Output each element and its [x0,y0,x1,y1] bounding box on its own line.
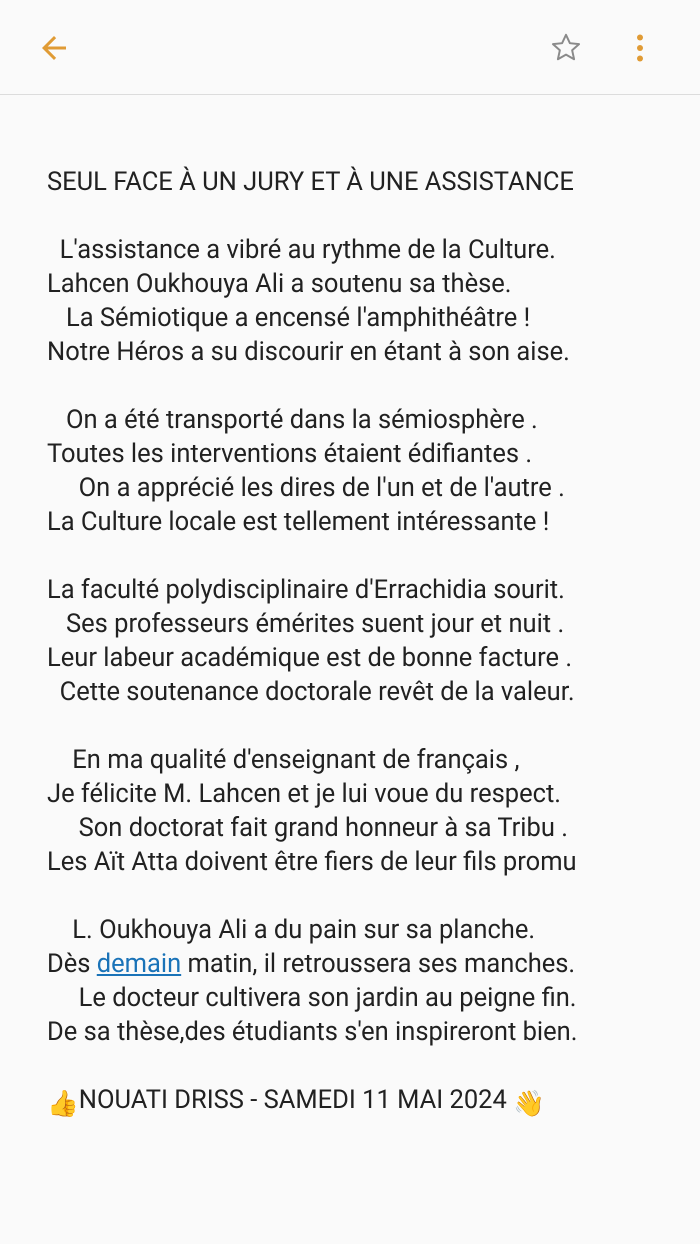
poem-text: Dès [47,949,97,979]
poem-line: L. Oukhouya Ali a du pain sur sa planche. [47,915,536,945]
more-vertical-icon [622,30,658,66]
demain-link[interactable]: demain [96,949,182,979]
poem-line: La faculté polydisciplinaire d'Errachidia sourit. [47,575,565,605]
poem-line: Son doctorat fait grand honneur à sa Tribu . [47,813,568,843]
star-outline-icon [548,30,584,66]
poem-line: On a été transporté dans la sémiosphère . [47,405,538,435]
signature-line [47,1083,545,1121]
poem-line: L'assistance a vibré au rythme de la Culture. [47,235,556,265]
signature-text: NOUATI DRISS - SAMEDI 11 MAI 2024 [78,1085,514,1115]
favorite-button[interactable] [542,24,590,72]
top-app-bar [0,0,700,95]
waving-hand-icon: 👋 [513,1089,545,1119]
poem-line: La Culture locale est tellement intéressante ! [47,507,550,537]
poem-line: En ma qualité d'enseignant de français , [47,745,520,775]
thumbs-up-icon: 👍 [47,1089,79,1119]
poem-line: Leur labeur académique est de bonne facture . [47,643,573,673]
poem-text: matin, il retroussera ses manches. [181,949,576,979]
poem-line: Ses professeurs émérites suent jour et nuit . [47,609,565,639]
poem-line: On a apprécié les dires de l'un et de l'autre . [47,473,565,503]
poem-line: La Sémiotique a encensé l'amphithéâtre ! [47,303,531,333]
poem-line: Les Aït Atta doivent être fiers de leur fils promu [47,847,577,877]
more-options-button[interactable] [616,24,664,72]
poem-line: Notre Héros a su discourir en étant à son aise. [47,337,570,367]
note-title: SEUL FACE À UN JURY ET À UNE ASSISTANCE [47,167,574,197]
poem-line: Lahcen Oukhouya Ali a soutenu sa thèse. [47,269,512,299]
poem-line-with-link [47,947,575,981]
poem-line: Je félicite M. Lahcen et je lui voue du respect. [47,779,562,809]
poem-line: Le docteur cultivera son jardin au peigne fin. [47,983,577,1013]
poem-line: Toutes les interventions étaient édifiantes . [47,439,533,469]
poem-line: De sa thèse,des étudiants s'en inspireront bien. [47,1017,578,1047]
poem-line: Cette soutenance doctorale revêt de la valeur. [47,677,575,707]
arrow-left-icon [36,30,72,66]
back-button[interactable] [30,24,78,72]
